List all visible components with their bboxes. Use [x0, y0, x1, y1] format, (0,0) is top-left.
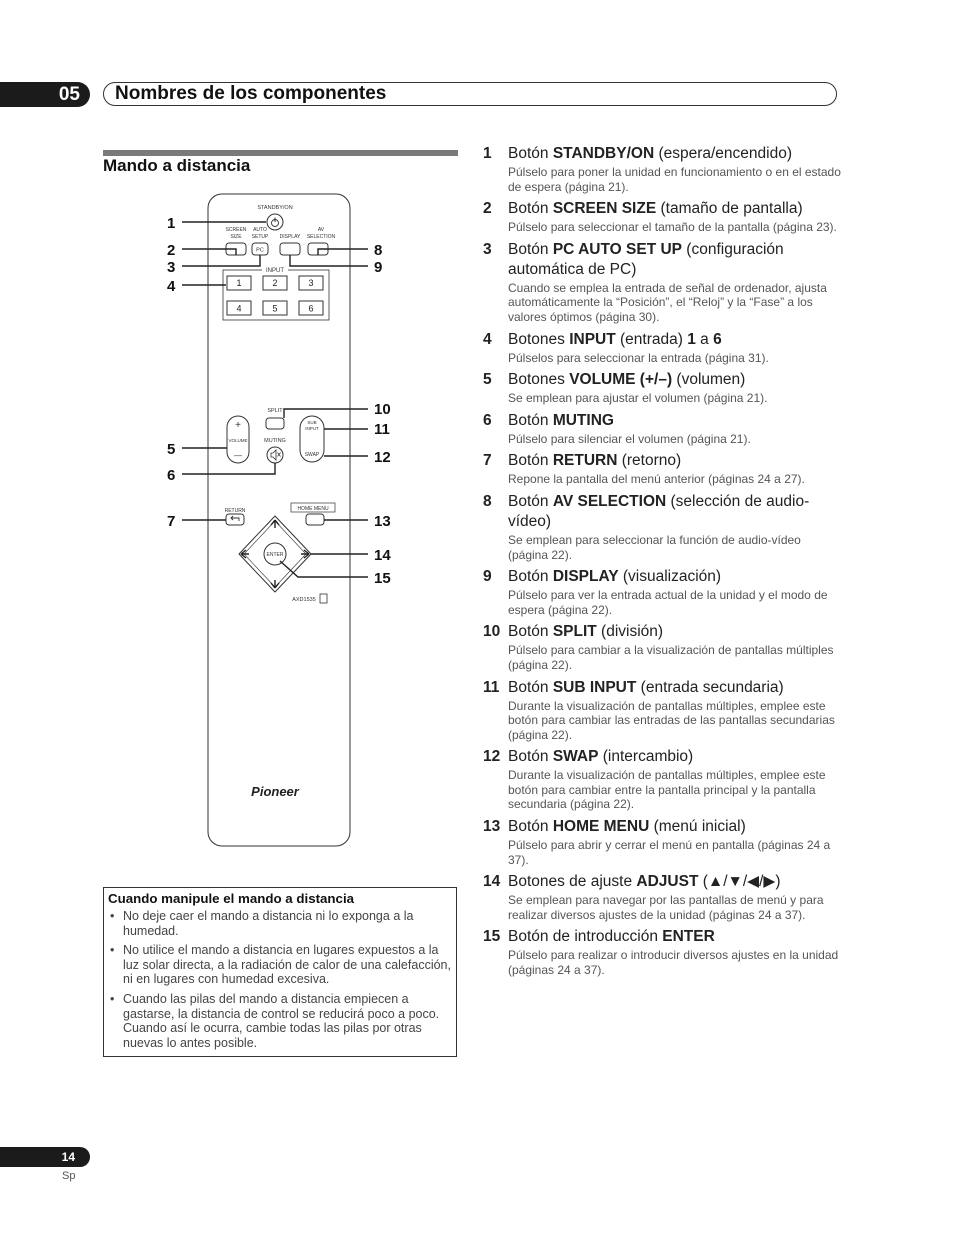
description-number: 11	[483, 678, 500, 696]
description-text: Repone la pantalla del menú anterior (páginas 24 a 27).	[508, 472, 805, 487]
callout-10: 10	[374, 401, 391, 418]
note-item: • No deje caer el mando a distancia ni lo exponga a la humedad.	[110, 909, 414, 938]
home-menu-label: HOME MENU	[297, 506, 329, 512]
description-number: 6	[483, 411, 492, 429]
model-label: AXD1535	[292, 597, 316, 603]
callout-4: 4	[167, 278, 176, 295]
description-title: Botón AV SELECTION (selección de audio-vídeo)	[508, 492, 810, 530]
description-title: Botón SPLIT (división)	[508, 623, 664, 641]
description-item	[483, 240, 843, 325]
description-text: Durante la visualización de pantallas múltiples, emplee este botón para cambiar entre la pantalla principal y la pantalla secundaria (página 22).	[508, 768, 826, 812]
description-number: 10	[483, 623, 501, 641]
callout-9: 9	[374, 259, 383, 276]
return-button	[226, 514, 244, 525]
muting-button	[267, 447, 283, 463]
description-title: Botón MUTING	[508, 411, 614, 429]
description-text: Púlselo para cambiar a la visualización de pantallas múltiples (página 22).	[508, 643, 834, 672]
volume-plus-label: +	[235, 420, 241, 431]
callout-1: 1	[167, 215, 176, 232]
input-number-5: 5	[272, 303, 278, 314]
description-heading	[483, 370, 843, 390]
description-number: 14	[483, 873, 501, 891]
description-heading	[483, 927, 843, 947]
description-heading	[483, 678, 843, 698]
muting-label: MUTING	[264, 438, 286, 444]
enter-label: ENTER	[266, 552, 284, 558]
description-number: 2	[483, 200, 492, 218]
av-label-2: SELECTION	[306, 234, 336, 240]
description-title: Botón SCREEN SIZE (tamaño de pantalla)	[508, 200, 803, 218]
description-item	[483, 872, 843, 922]
description-heading	[483, 240, 843, 280]
bullet: •	[110, 909, 115, 923]
note-list	[108, 909, 451, 1050]
auto-setup-label-1: AUTO	[253, 227, 267, 233]
input-number-3: 3	[308, 278, 314, 288]
description-item	[483, 622, 843, 672]
description-number: 4	[483, 330, 492, 348]
description-title: Botón PC AUTO SET UP (configuración automática de PC)	[508, 240, 784, 278]
description-heading	[483, 817, 843, 837]
auto-setup-label-2: SETUP	[251, 234, 269, 240]
input-number-1: 1	[236, 278, 242, 288]
remote-control-illustration	[160, 190, 400, 855]
callout-5: 5	[167, 441, 176, 458]
description-heading	[483, 872, 843, 892]
description-item	[483, 492, 843, 562]
description-text: Se emplean para navegar por las pantallas de menú y para realizar diversos ajustes de la unidad (páginas 24 a 37).	[508, 893, 824, 922]
description-item	[483, 199, 843, 235]
description-text: Púlselo para ver la entrada actual de la unidad y el modo de espera (página 22).	[508, 588, 828, 617]
return-label: RETURN	[224, 508, 246, 514]
description-item	[483, 144, 843, 194]
description-item	[483, 411, 843, 447]
description-item	[483, 370, 843, 406]
screen-size-label-2: SIZE	[230, 234, 242, 240]
description-item	[483, 747, 843, 812]
description-title: Botón de introducción ENTER	[508, 928, 715, 946]
callout-7: 7	[167, 513, 176, 530]
sub-input-label-1: SUB	[307, 420, 317, 425]
description-heading	[483, 622, 843, 642]
callout-6: 6	[167, 467, 176, 484]
description-text: Púlselo para poner la unidad en funcionamiento o en el estado de espera (página 21).	[508, 165, 841, 194]
input-label: INPUT	[266, 268, 284, 274]
description-item	[483, 567, 843, 617]
chapter-number-tab: 05	[0, 82, 90, 107]
description-text: Púlselo para abrir y cerrar el menú en pantalla (páginas 24 a 37).	[508, 838, 831, 867]
screen-size-label-1: SCREEN	[225, 227, 247, 233]
description-item	[483, 451, 843, 487]
description-heading	[483, 451, 843, 471]
description-text: Cuando se emplea la entrada de señal de ordenador, ajusta automáticamente la “Posición”, el “Reloj” y la “Fase” a los valores óptimos (página 30).	[508, 280, 827, 324]
callout-11: 11	[374, 421, 390, 438]
description-number: 13	[483, 818, 501, 836]
bullet: •	[110, 991, 115, 1006]
callout-3: 3	[167, 259, 176, 276]
description-item	[483, 817, 843, 867]
pc-label: PC	[256, 247, 264, 254]
callout-2: 2	[167, 242, 176, 259]
model-mark-icon	[320, 594, 327, 603]
description-text: Púlselos para seleccionar la entrada (página 31).	[508, 350, 769, 365]
split-label: SPLIT	[267, 408, 283, 414]
callout-12: 12	[374, 449, 391, 466]
swap-label: SWAP	[304, 452, 320, 458]
brand-logo: Pioneer	[251, 784, 299, 799]
description-heading	[483, 411, 843, 431]
section-title: Mando a distancia	[103, 156, 251, 175]
input-number-6: 6	[308, 303, 314, 314]
sub-input-label-2: INPUT	[305, 426, 319, 431]
description-heading	[483, 747, 843, 767]
description-title: Botón RETURN (retorno)	[508, 452, 682, 470]
volume-label: VOLUME	[228, 438, 248, 443]
description-title: Botón HOME MENU (menú inicial)	[508, 818, 746, 836]
description-heading	[483, 144, 843, 164]
description-title: Botón SWAP (intercambio)	[508, 748, 694, 766]
description-heading	[483, 567, 843, 587]
chapter-title: Nombres de los componentes	[115, 83, 387, 104]
description-heading	[483, 492, 843, 532]
split-button	[266, 418, 284, 429]
description-title: Botón SUB INPUT (entrada secundaria)	[508, 678, 784, 696]
home-menu-button	[306, 514, 324, 525]
page-number: 14	[0, 1147, 90, 1167]
description-item	[483, 330, 843, 366]
note-item: • No utilice el mando a distancia en lugares expuestos a la luz solar directa, a la radiación de calor de una calefacción, ni en lugares con humedad excesiva.	[110, 943, 451, 987]
description-heading	[483, 199, 843, 219]
description-text: Durante la visualización de pantallas múltiples, emplee este botón para cambiar las entradas de las pantallas secundarias (página 22).	[508, 698, 835, 742]
description-number: 15	[483, 928, 501, 946]
description-number: 12	[483, 748, 501, 766]
callout-14: 14	[374, 547, 391, 564]
description-number: 1	[483, 145, 492, 162]
description-title: Botón STANDBY/ON (espera/encendido)	[508, 145, 793, 162]
button-description-list	[483, 144, 843, 983]
volume-minus-label: —	[234, 451, 242, 460]
input-number-4: 4	[236, 303, 242, 314]
page-language: Sp	[62, 1170, 76, 1182]
description-number: 8	[483, 492, 492, 510]
callout-13: 13	[374, 513, 391, 530]
display-button	[280, 243, 300, 255]
description-title: Botones INPUT (entrada) 1 a 6	[508, 330, 722, 348]
description-item	[483, 678, 843, 743]
description-text: Púlselo para realizar o introducir diversos ajustes en la unidad (páginas 24 a 37).	[508, 948, 839, 978]
description-text: Se emplean para ajustar el volumen (página 21).	[508, 391, 768, 406]
av-label-1: AV	[317, 227, 325, 233]
description-number: 7	[483, 452, 492, 470]
description-heading	[483, 330, 843, 350]
description-text: Se emplean para seleccionar la función de audio-vídeo (página 22).	[508, 532, 801, 562]
bullet: •	[110, 943, 115, 958]
description-title: Botones VOLUME (+/–) (volumen)	[508, 371, 746, 389]
note-item: • Cuando las pilas del mando a distancia empiecen a gastarse, la distancia de control se reducirá poco a poco. Cuando así le ocurra, cambie todas las pilas por otras nuevas lo antes posible.	[110, 991, 440, 1050]
input-number-2: 2	[272, 278, 278, 288]
callout-15: 15	[374, 570, 391, 587]
note-title: Cuando manipule el mando a distancia	[108, 891, 355, 906]
display-label: DISPLAY	[279, 234, 301, 240]
description-number: 9	[483, 568, 492, 586]
description-number: 5	[483, 371, 492, 389]
description-title: Botones de ajuste ADJUST (▲/▼/◀/▶)	[508, 873, 781, 891]
description-number: 3	[483, 240, 492, 258]
handling-note-box	[103, 887, 457, 1057]
description-title: Botón DISPLAY (visualización)	[508, 568, 722, 586]
callout-8: 8	[374, 242, 383, 259]
description-item	[483, 927, 843, 977]
description-text: Púlselo para silenciar el volumen (página 21).	[508, 431, 751, 446]
description-text: Púlselo para seleccionar el tamaño de la pantalla (página 23).	[508, 220, 837, 235]
standby-label: STANDBY/ON	[257, 205, 293, 211]
